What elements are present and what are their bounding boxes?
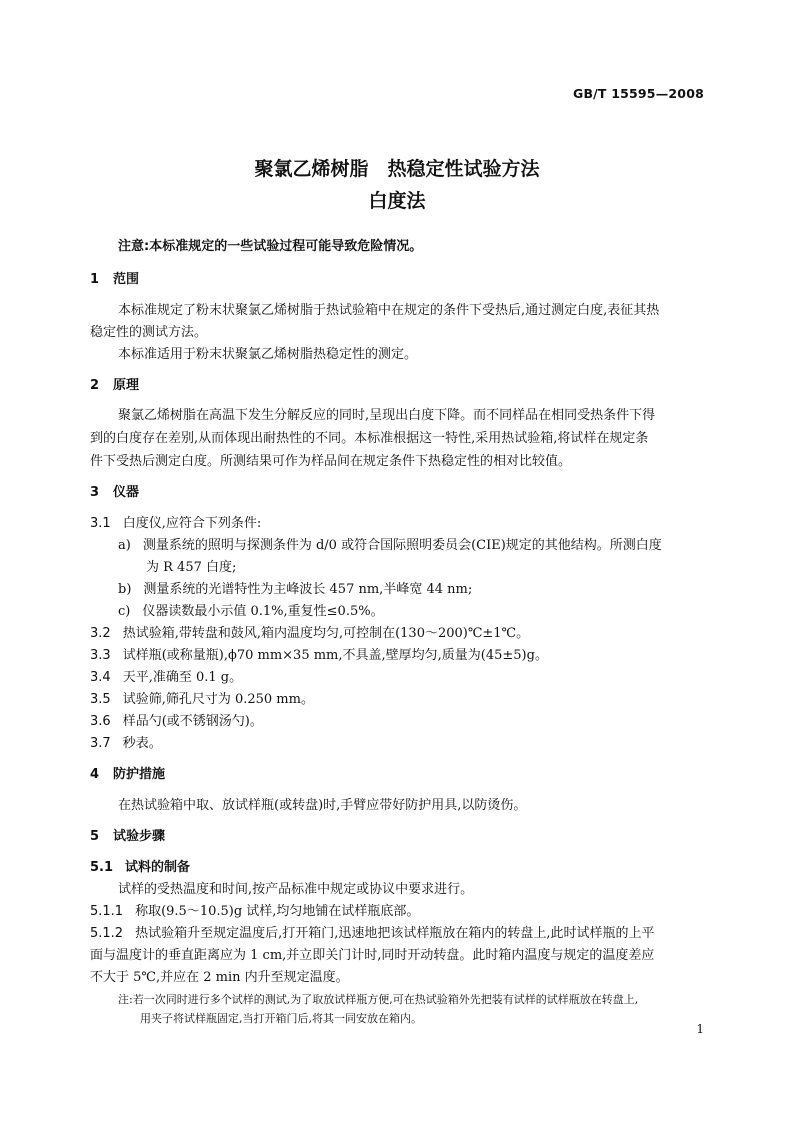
list-marker: b)	[118, 582, 132, 597]
paragraph-line: 面与温度计的垂直距离应为 1 cm,并立即关门计时,同时开动转盘。此时箱内温度与规定的温度差应	[90, 948, 655, 963]
paragraph-line: 到的白度存在差别,从而体现出耐热性的不同。本标准根据这一特性,采用热试验箱,将试样在规定条	[90, 431, 649, 446]
section-4-heading	[90, 766, 165, 784]
clause-number: 3.1	[90, 516, 111, 531]
section-3-heading	[90, 484, 139, 502]
section-number: 3	[90, 485, 100, 500]
section-number: 4	[90, 767, 100, 782]
list-marker: c)	[118, 604, 131, 619]
clause-3-5	[90, 691, 314, 709]
paragraph-line: 本标准适用于粉末状聚氯乙烯树脂热稳定性的测定。	[118, 347, 418, 362]
paragraph-line: 不大于 5℃,并应在 2 min 内升至规定温度。	[90, 970, 349, 985]
list-text: 测量系统的光谱特性为主峰波长 457 nm,半峰宽 44 nm;	[143, 582, 473, 597]
caution-note: 注意:本标准规定的一些试验过程可能导致危险情况。	[118, 239, 423, 254]
paragraph-line: 聚氯乙烯树脂在高温下发生分解反应的同时,呈现出白度下降。而不同样品在相同受热条件下得	[118, 408, 656, 423]
clause-text: 白度仪,应符合下列条件:	[122, 516, 262, 531]
section-title: 原理	[113, 378, 140, 393]
clause-number: 5.1.2	[90, 926, 124, 941]
clause-3-6	[90, 713, 263, 731]
section-2-heading	[90, 377, 139, 395]
list-text: 测量系统的照明与探测条件为 d/0 或符合国际照明委员会(CIE)规定的其他结构。所测白度	[142, 538, 662, 553]
clause-title: 试料的制备	[125, 860, 191, 875]
document-subtitle: 白度法	[368, 190, 426, 212]
standard-code: GB/T 15595—2008	[572, 86, 704, 101]
section-5-heading	[90, 828, 165, 846]
paragraph-line: 本标准规定了粉末状聚氯乙烯树脂于热试验箱中在规定的条件下受热后,通过测定白度,表征其热	[118, 303, 660, 318]
clause-3-1	[90, 515, 261, 533]
list-item-a-cont: 为 R 457 白度;	[146, 560, 237, 575]
clause-number: 5.1.1	[90, 904, 124, 919]
clause-number: 3.7	[90, 736, 111, 751]
clause-number: 5.1	[90, 860, 114, 875]
note-line: 用夹子将试样瓶固定,当打开箱门后,将其一同安放在箱内。	[140, 1012, 422, 1025]
clause-text: 称取(9.5～10.5)g 试样,均匀地铺在试样瓶底部。	[135, 904, 420, 919]
clause-text: 热试验箱升至规定温度后,打开箱门,迅速地把该试样瓶放在箱内的转盘上,此时试样瓶的上平	[135, 926, 655, 941]
clause-3-3	[90, 647, 548, 665]
list-item-b	[118, 581, 472, 599]
section-1-heading	[90, 271, 139, 289]
clause-3-2	[90, 625, 529, 643]
clause-3-7	[90, 735, 162, 753]
list-item-c	[118, 603, 384, 621]
clause-number: 3.2	[90, 626, 111, 641]
list-marker: a)	[118, 538, 131, 553]
section-title: 范围	[113, 272, 140, 287]
section-number: 5	[90, 829, 100, 844]
section-number: 2	[90, 378, 100, 393]
clause-text: 样品勺(或不锈钢汤勺)。	[122, 714, 263, 729]
clause-5-1-heading	[90, 859, 190, 877]
clause-text: 试验筛,筛孔尺寸为 0.250 mm。	[122, 692, 314, 707]
clause-3-4	[90, 669, 242, 687]
clause-text: 热试验箱,带转盘和鼓风,箱内温度均匀,可控制在(130～200)℃±1℃。	[122, 626, 530, 641]
clause-5-1-1	[90, 903, 419, 921]
section-title: 试验步骤	[113, 829, 166, 844]
list-item-a	[118, 537, 662, 555]
note-line: 注:若一次同时进行多个试样的测试,为了取放试样瓶方便,可在热试验箱外先把装有试样的试样瓶放在转盘上,	[118, 993, 639, 1006]
paragraph-line: 稳定性的测试方法。	[90, 325, 208, 340]
list-text: 仪器读数最小示值 0.1%,重复性≤0.5%。	[142, 604, 384, 619]
document-title: 聚氯乙烯树脂 热稳定性试验方法	[254, 158, 540, 180]
clause-text: 天平,准确至 0.1 g。	[122, 670, 243, 685]
clause-number: 3.5	[90, 692, 111, 707]
clause-number: 3.3	[90, 648, 111, 663]
paragraph-line: 试样的受热温度和时间,按产品标准中规定或协议中要求进行。	[118, 882, 474, 897]
clause-5-1-2	[90, 925, 654, 943]
clause-text: 秒表。	[122, 736, 162, 751]
paragraph-line: 在热试验箱中取、放试样瓶(或转盘)时,手臂应带好防护用具,以防烫伤。	[118, 798, 527, 813]
section-title: 仪器	[113, 485, 140, 500]
section-number: 1	[90, 272, 100, 287]
clause-text: 试样瓶(或称量瓶),ϕ70 mm×35 mm,不具盖,壁厚均匀,质量为(45±5)g。	[122, 648, 548, 663]
clause-number: 3.6	[90, 714, 111, 729]
clause-number: 3.4	[90, 670, 111, 685]
paragraph-line: 件下受热后测定白度。所测结果可作为样品间在规定条件下热稳定性的相对比较值。	[90, 454, 572, 469]
page-number: 1	[696, 1022, 704, 1036]
section-title: 防护措施	[113, 767, 166, 782]
